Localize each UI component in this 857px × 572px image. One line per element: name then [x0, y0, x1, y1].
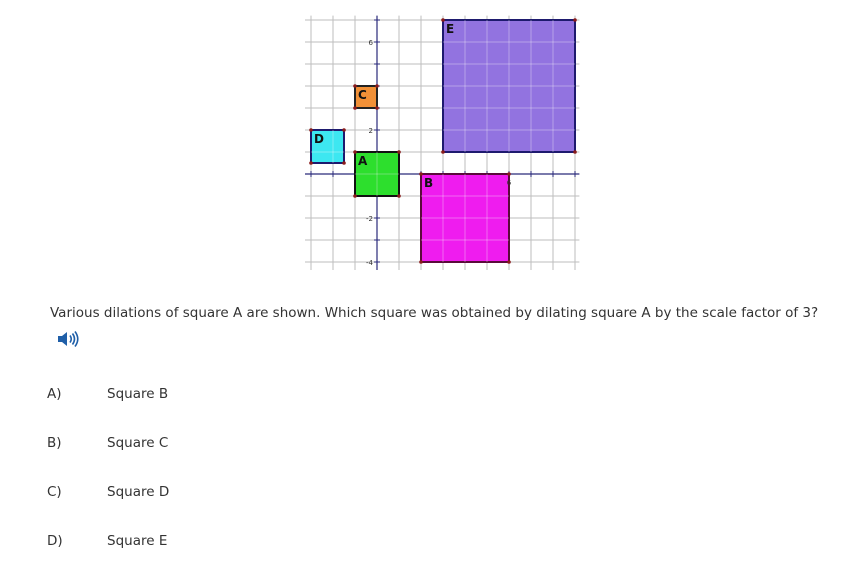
answer-option-b[interactable] — [47, 435, 347, 459]
option-letter: D) — [47, 533, 63, 549]
vertex-point — [309, 161, 313, 165]
option-letter: B) — [47, 435, 62, 451]
x-tick-label: 6 — [506, 179, 512, 187]
vertex-point — [507, 172, 511, 176]
vertex-point — [573, 150, 577, 154]
vertex-point — [309, 128, 313, 132]
vertex-point — [441, 150, 445, 154]
coordinate-grid-figure — [305, 14, 581, 270]
y-tick-label: -4 — [366, 259, 373, 267]
vertex-point — [353, 150, 357, 154]
vertex-point — [507, 260, 511, 264]
vertex-point — [353, 84, 357, 88]
vertex-point — [441, 18, 445, 22]
answer-option-c[interactable] — [47, 484, 347, 508]
square-label: E — [446, 22, 455, 36]
question-text: Various dilations of square A are shown. Which square was obtained by dilating square A by the scale factor of 3? — [50, 305, 819, 321]
square-label: B — [424, 176, 434, 190]
vertex-point — [375, 106, 379, 110]
option-text: Square C — [107, 435, 169, 451]
option-text: Square E — [107, 533, 168, 549]
vertex-point — [375, 84, 379, 88]
y-tick-label: 6 — [368, 39, 373, 47]
answer-option-d[interactable] — [47, 533, 347, 557]
speaker-icon — [56, 330, 80, 348]
y-tick-label: 2 — [368, 127, 373, 135]
vertex-point — [573, 18, 577, 22]
option-text: Square B — [107, 386, 169, 402]
option-letter: A) — [47, 386, 62, 402]
vertex-point — [419, 172, 423, 176]
vertex-point — [342, 161, 346, 165]
square-label: D — [314, 132, 324, 146]
vertex-point — [397, 150, 401, 154]
option-text: Square D — [107, 484, 170, 500]
answer-option-a[interactable] — [47, 386, 347, 410]
vertex-point — [353, 194, 357, 198]
square-label: A — [358, 154, 368, 168]
y-tick-label: -2 — [366, 215, 373, 223]
read-aloud-button[interactable] — [56, 330, 80, 348]
vertex-point — [419, 260, 423, 264]
square-label: C — [358, 88, 367, 102]
vertex-point — [353, 106, 357, 110]
option-letter: C) — [47, 484, 62, 500]
vertex-point — [342, 128, 346, 132]
vertex-point — [397, 194, 401, 198]
